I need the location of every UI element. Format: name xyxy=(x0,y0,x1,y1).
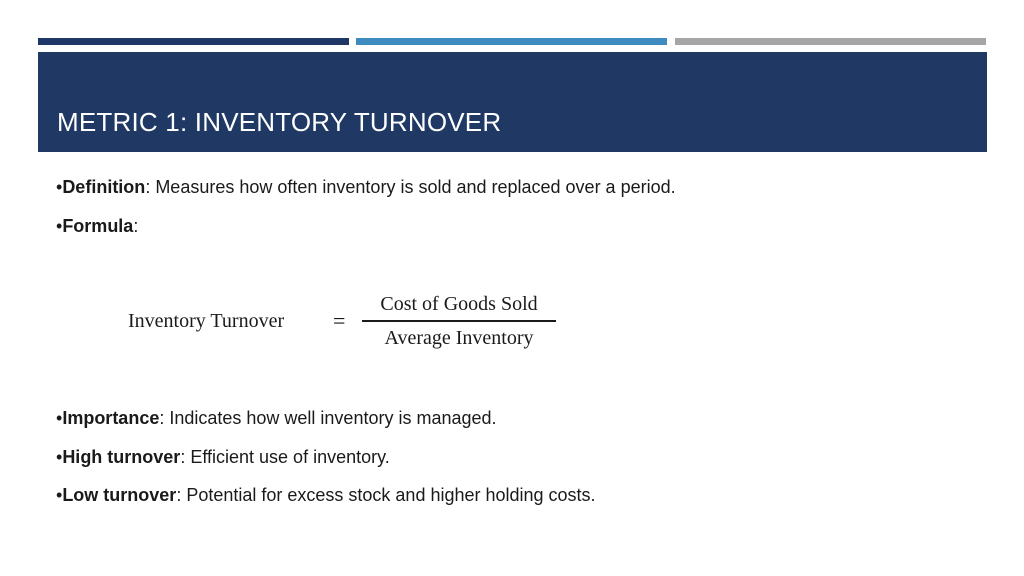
bullet-text-low-turnover: : Potential for excess stock and higher holding costs. xyxy=(176,485,596,505)
slide-title: METRIC 1: INVENTORY TURNOVER xyxy=(57,107,502,137)
bullet-label-high-turnover: High turnover xyxy=(62,447,181,467)
bullet-text-high-turnover: : Efficient use of inventory. xyxy=(180,447,390,467)
formula-denominator: Average Inventory xyxy=(384,326,534,349)
bullet-marker: • xyxy=(56,216,63,236)
bullet-label-low-turnover: Low turnover xyxy=(62,485,177,505)
accent-bar-dark-blue xyxy=(38,38,349,45)
accent-bar-light-blue xyxy=(356,38,667,45)
bullet-label-formula: Formula xyxy=(62,216,134,236)
bullet-text-formula: : xyxy=(133,216,139,236)
bullet-low-turnover xyxy=(56,485,596,506)
formula-fraction xyxy=(362,290,556,352)
formula-lhs: Inventory Turnover xyxy=(128,310,285,332)
fraction-bar xyxy=(362,320,556,322)
bullet-label-importance: Importance xyxy=(62,408,160,428)
bullet-marker: • xyxy=(56,177,63,197)
formula-equation xyxy=(128,290,568,354)
bullet-definition xyxy=(56,177,676,198)
formula-numerator: Cost of Goods Sold xyxy=(380,293,538,315)
bullet-marker: • xyxy=(56,408,63,428)
formula-equals-sign: = xyxy=(333,308,346,333)
bullet-text-importance: : Indicates how well inventory is managed. xyxy=(159,408,497,428)
bullet-high-turnover xyxy=(56,447,390,468)
accent-bar-gray xyxy=(675,38,986,45)
bullet-formula xyxy=(56,216,138,237)
bullet-label-definition: Definition xyxy=(62,177,146,197)
bullet-importance xyxy=(56,408,497,429)
bullet-marker: • xyxy=(56,447,63,467)
title-band xyxy=(38,52,987,152)
bullet-marker: • xyxy=(56,485,63,505)
bullet-text-definition: : Measures how often inventory is sold and replaced over a period. xyxy=(145,177,676,197)
